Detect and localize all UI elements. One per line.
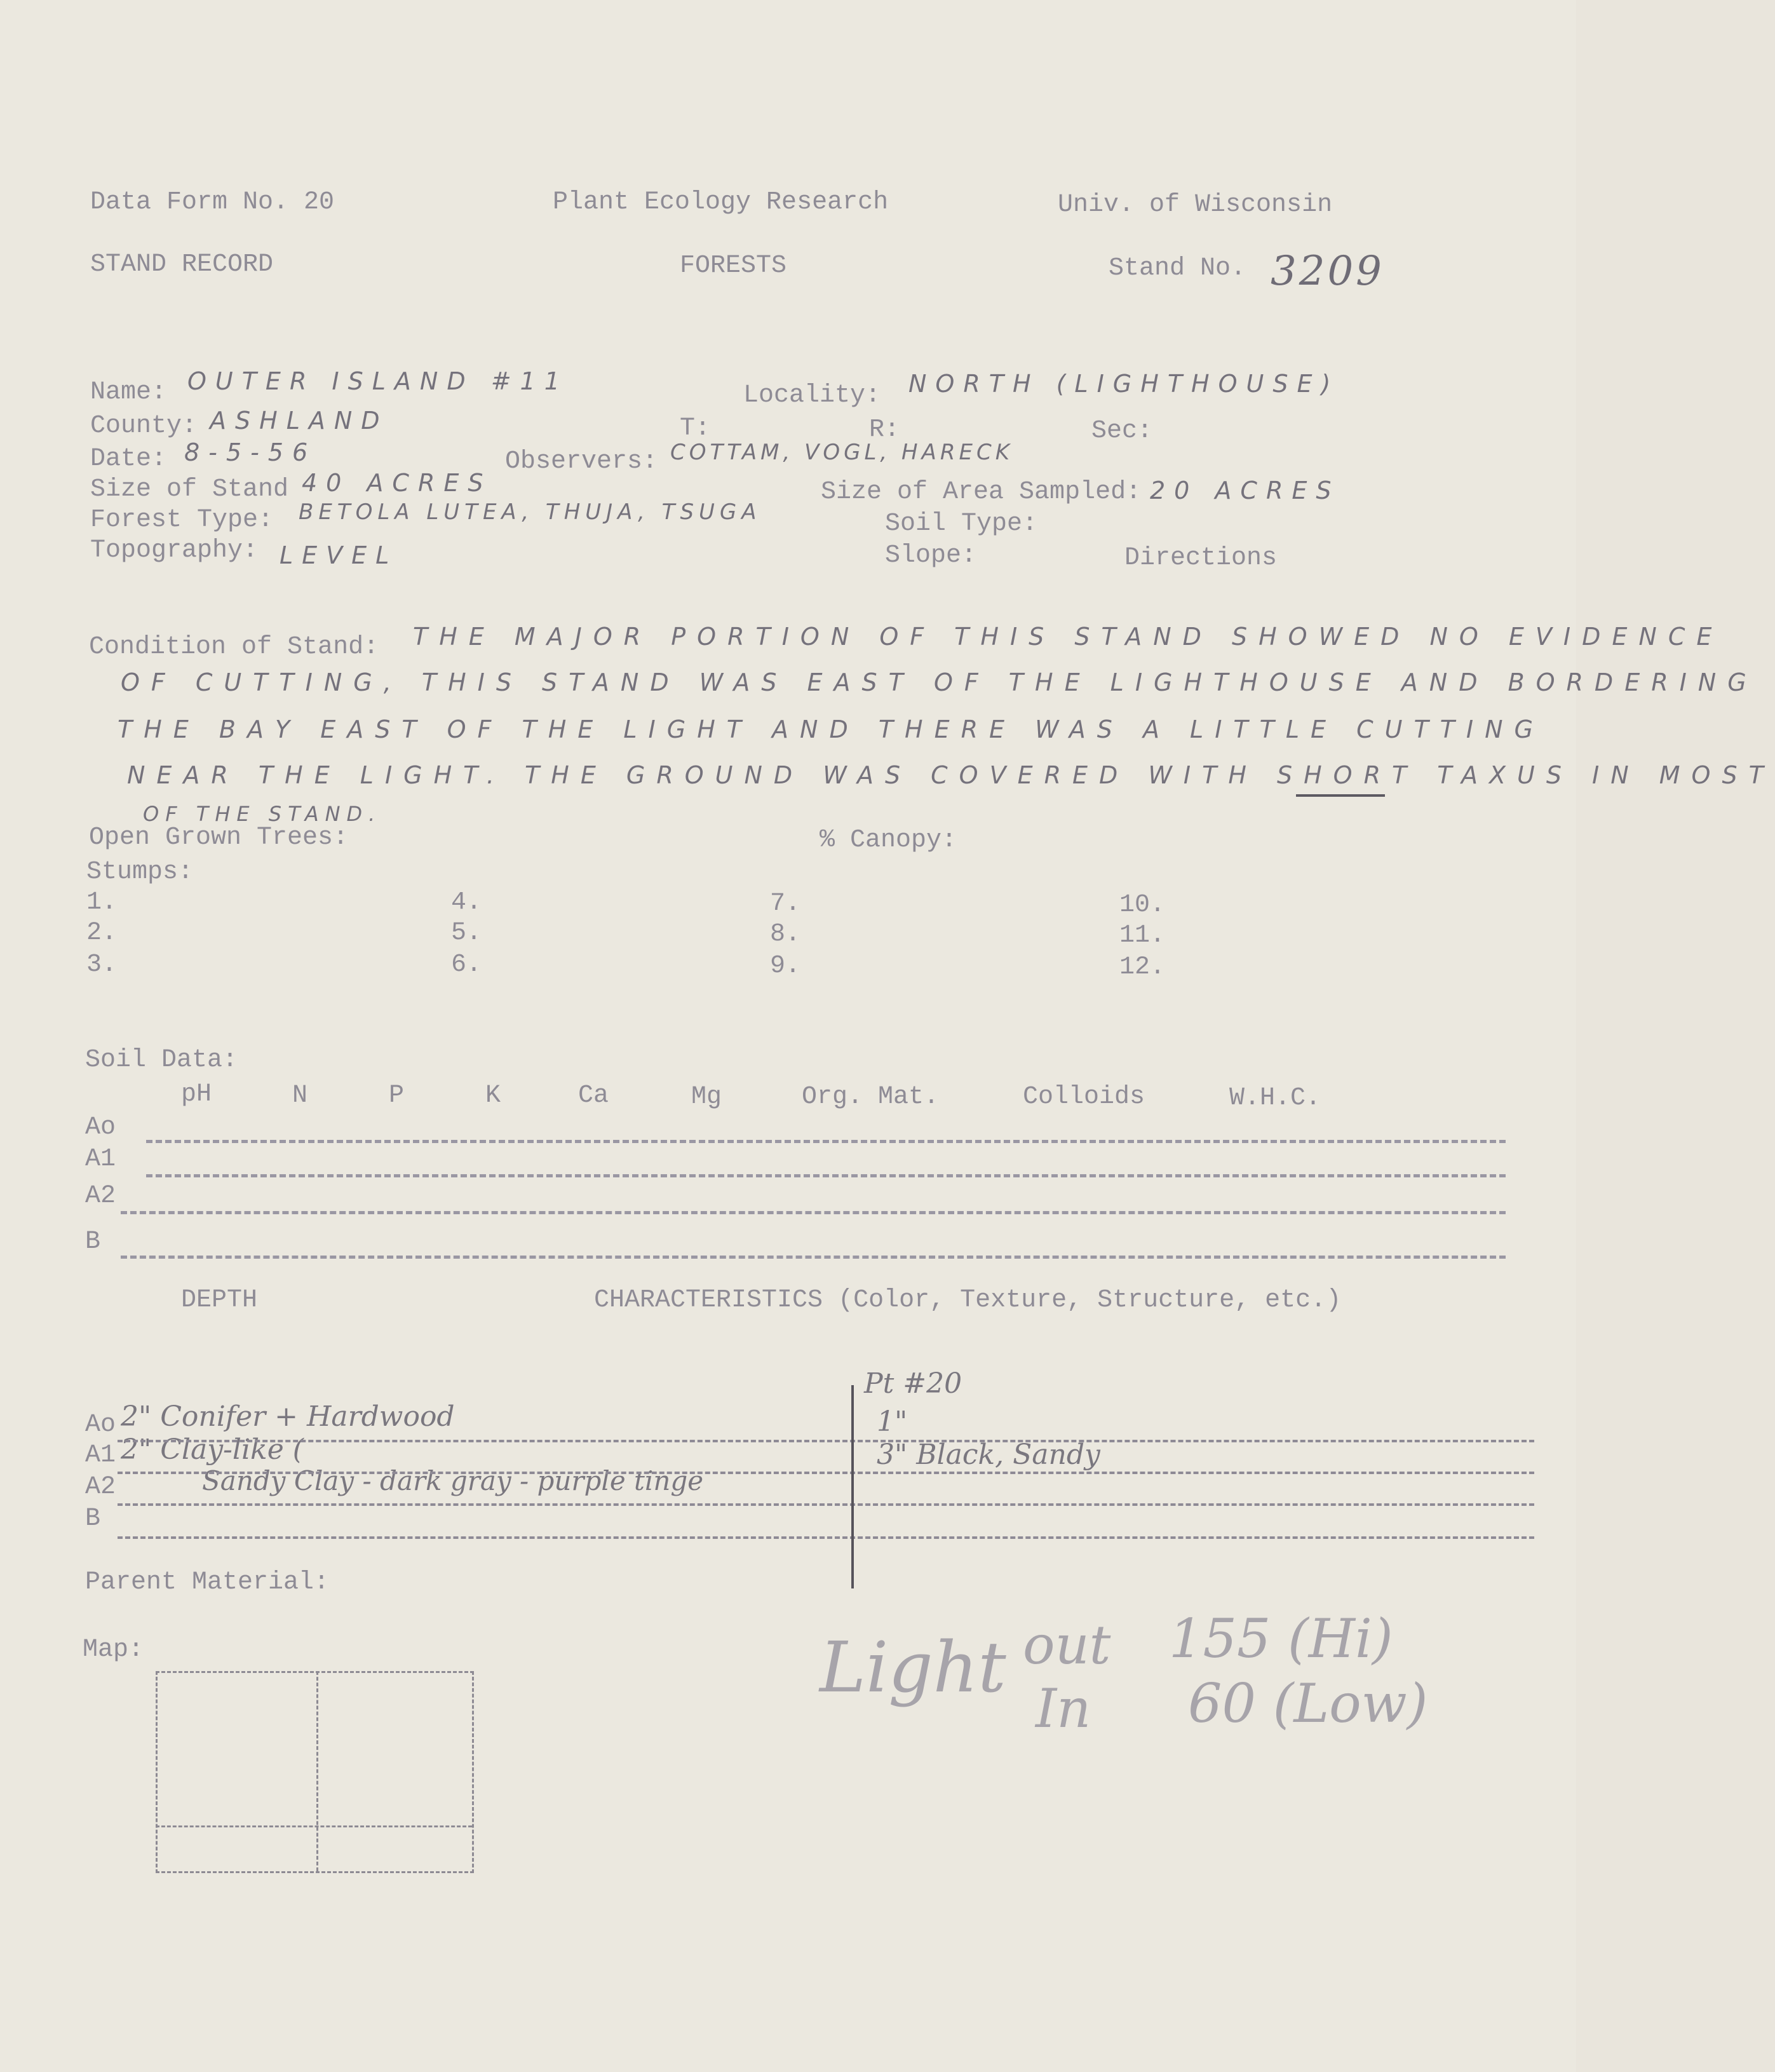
- soil-column-header: P: [389, 1081, 405, 1110]
- name-label: Name:: [90, 378, 167, 407]
- profile-row-line: [118, 1536, 1534, 1539]
- parent-material-label: Parent Material:: [85, 1568, 330, 1597]
- soil-row-line: [146, 1174, 1506, 1177]
- light-out-label: out: [1023, 1614, 1111, 1676]
- county-value: ASHLAND: [210, 407, 389, 435]
- stump-number: 10.: [1119, 891, 1166, 919]
- soil-column-header: N: [292, 1081, 308, 1110]
- condition-line-1: THE MAJOR PORTION OF THIS STAND SHOWED NO EVIDENCE: [413, 623, 1724, 651]
- locality-value: NORTH (LIGHTHOUSE): [908, 370, 1340, 398]
- topography-value: LEVEL: [280, 541, 398, 569]
- profile-entry: Sandy Clay - dark gray - purple tinge: [202, 1465, 704, 1496]
- profile-right-entry: 3" Black, Sandy: [877, 1439, 1100, 1471]
- stump-number: 7.: [770, 890, 801, 918]
- soil-row-line: [146, 1140, 1506, 1143]
- stump-number: 5.: [451, 919, 482, 947]
- soil-column-header: Mg: [691, 1083, 722, 1111]
- name-value: OUTER ISLAND #11: [187, 367, 569, 395]
- profile-row-label: B: [85, 1505, 101, 1533]
- canopy-label: % Canopy:: [820, 826, 957, 855]
- stump-number: 11.: [1119, 921, 1166, 950]
- institution-name: Univ. of Wisconsin: [1058, 191, 1333, 219]
- soil-column-header: Org. Mat.: [802, 1083, 940, 1111]
- sampled-size-label: Size of Area Sampled:: [821, 478, 1142, 506]
- stump-number: 1.: [86, 888, 118, 917]
- soil-type-label: Soil Type:: [885, 510, 1038, 538]
- stand-number-label: Stand No.: [1109, 254, 1246, 283]
- directions-label: Directions: [1124, 544, 1278, 572]
- soil-row-label: Ao: [85, 1113, 116, 1142]
- township-label: T:: [680, 414, 711, 443]
- stump-number: 12.: [1119, 953, 1166, 982]
- soil-data-label: Soil Data:: [85, 1046, 238, 1074]
- soil-column-header: K: [485, 1081, 501, 1110]
- soil-row-label: A2: [85, 1182, 116, 1210]
- soil-row-line: [121, 1256, 1506, 1259]
- range-label: R:: [869, 416, 900, 444]
- profile-row-label: A2: [85, 1473, 116, 1501]
- profile-entry: 2" Clay-like (: [121, 1433, 304, 1466]
- stand-size-label: Size of Stand: [90, 475, 289, 504]
- profile-row-line: [118, 1440, 1534, 1442]
- taxus-underline: [1296, 794, 1385, 797]
- topography-label: Topography:: [90, 536, 259, 565]
- map-vertical-divider: [316, 1671, 318, 1871]
- locality-label: Locality:: [743, 381, 881, 410]
- date-label: Date:: [90, 445, 167, 473]
- condition-label: Condition of Stand:: [89, 633, 379, 661]
- soil-column-header: pH: [181, 1080, 212, 1109]
- map-horizontal-divider: [156, 1825, 472, 1827]
- county-label: County:: [90, 412, 198, 440]
- open-grown-label: Open Grown Trees:: [89, 823, 349, 852]
- stand-number-value: 3209: [1271, 248, 1384, 295]
- forest-type-value: BETOLA LUTEA, THUJA, TSUGA: [299, 499, 762, 525]
- condition-line-4: NEAR THE LIGHT. THE GROUND WAS COVERED WITH SHORT TAXUS IN MOST: [127, 761, 1775, 789]
- record-type: STAND RECORD: [90, 250, 274, 279]
- stump-number: 3.: [86, 951, 118, 979]
- stump-number: 8.: [770, 920, 801, 949]
- observers-value: COTTAM, VOGL, HARECK: [670, 440, 1014, 465]
- profile-row-line: [118, 1472, 1534, 1474]
- profile-entry: 2" Conifer + Hardwood: [121, 1400, 455, 1433]
- slope-label: Slope:: [885, 541, 977, 570]
- soil-column-header: Ca: [578, 1081, 609, 1110]
- date-value: 8-5-56: [184, 438, 317, 466]
- stump-number: 6.: [451, 951, 482, 979]
- condition-line-5: OF THE STAND.: [143, 802, 382, 826]
- light-in-label: In: [1036, 1677, 1091, 1740]
- profile-divider: [851, 1385, 854, 1588]
- condition-line-2: OF CUTTING, THIS STAND WAS EAST OF THE LIGHTHOUSE AND BORDERING: [121, 668, 1758, 696]
- depth-label: DEPTH: [181, 1286, 258, 1315]
- soil-column-header: Colloids: [1023, 1083, 1145, 1111]
- light-out-value: 155 (Hi): [1169, 1608, 1393, 1670]
- form-number: Data Form No. 20: [90, 188, 335, 217]
- program-name: Plant Ecology Research: [553, 188, 889, 217]
- map-box: [156, 1671, 474, 1873]
- map-label: Map:: [83, 1635, 144, 1664]
- soil-row-label: A1: [85, 1145, 116, 1174]
- soil-row-label: B: [85, 1228, 101, 1256]
- characteristics-label: CHARACTERISTICS (Color, Texture, Structure, etc.): [594, 1286, 1342, 1315]
- stump-number: 9.: [770, 952, 801, 980]
- section-label: Sec:: [1091, 417, 1153, 445]
- profile-row-label: Ao: [85, 1411, 116, 1439]
- soil-row-line: [121, 1211, 1506, 1214]
- record-category: FORESTS: [680, 252, 787, 280]
- observers-label: Observers:: [505, 447, 658, 476]
- stump-number: 4.: [451, 888, 482, 917]
- sampled-size-value: 20 ACRES: [1150, 477, 1340, 504]
- light-in-value: 60 (Low): [1188, 1672, 1428, 1735]
- stumps-label: Stumps:: [86, 858, 194, 886]
- profile-row-line: [118, 1503, 1534, 1506]
- stand-size-value: 40 ACRES: [302, 469, 492, 497]
- profile-right-entry: 1": [877, 1405, 908, 1438]
- light-note: Light: [820, 1627, 1006, 1708]
- condition-line-3: THE BAY EAST OF THE LIGHT AND THERE WAS A LITTLE CUTTING: [118, 715, 1544, 743]
- forest-type-label: Forest Type:: [90, 506, 274, 534]
- profile-row-label: A1: [85, 1441, 116, 1470]
- stump-number: 2.: [86, 919, 118, 947]
- soil-column-header: W.H.C.: [1229, 1084, 1321, 1113]
- profile-right-heading: Pt #20: [864, 1367, 962, 1400]
